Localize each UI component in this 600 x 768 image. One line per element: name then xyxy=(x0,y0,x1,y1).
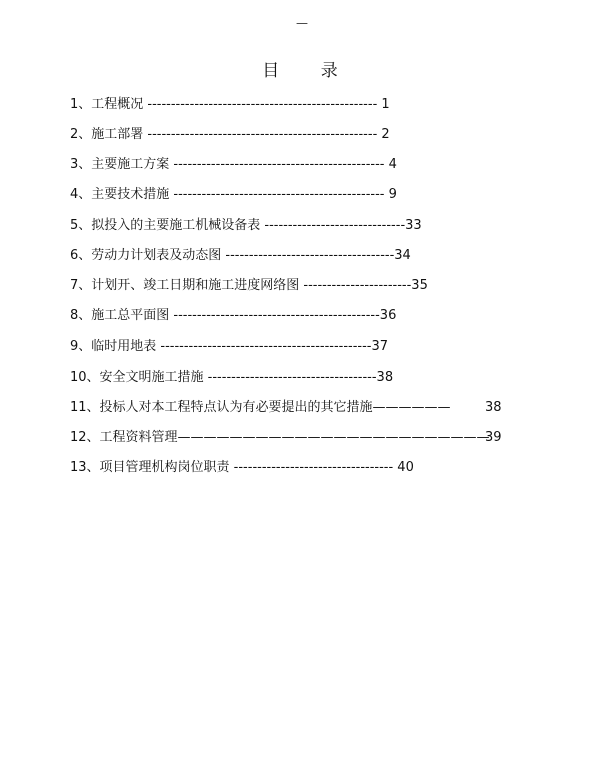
toc-item: 10、安全文明施工措施 ------------------------------------38 xyxy=(70,370,394,385)
toc-page-number: 39 xyxy=(485,430,502,445)
page-title: 目 录 xyxy=(262,61,356,81)
toc-page-number: 38 xyxy=(485,400,502,415)
toc-item: 1、工程概况 ------------------------------------------------- 1 xyxy=(70,97,390,112)
toc-item: 5、拟投入的主要施工机械设备表 ------------------------------33 xyxy=(70,218,422,233)
toc-item: 3、主要施工方案 --------------------------------------------- 4 xyxy=(70,157,397,172)
toc-item: 11、投标人对本工程特点认为有必要提出的其它措施—————— xyxy=(70,400,451,415)
toc-item: 2、施工部署 ------------------------------------------------- 2 xyxy=(70,127,390,142)
toc-item: 8、施工总平面图 --------------------------------------------36 xyxy=(70,308,397,323)
toc-item: 9、临时用地表 ---------------------------------------------37 xyxy=(70,339,389,354)
toc-item: 4、主要技术措施 --------------------------------------------- 9 xyxy=(70,187,397,202)
toc-item: 6、劳动力计划表及动态图 ------------------------------------34 xyxy=(70,248,411,263)
toc-item: 12、工程资料管理———————————————————————— xyxy=(70,430,490,445)
toc-item: 7、计划开、竣工日期和施工进度网络图 -----------------------35 xyxy=(70,278,428,293)
header-mark: — xyxy=(296,16,308,30)
toc-item: 13、项目管理机构岗位职责 ---------------------------------- 40 xyxy=(70,460,414,475)
